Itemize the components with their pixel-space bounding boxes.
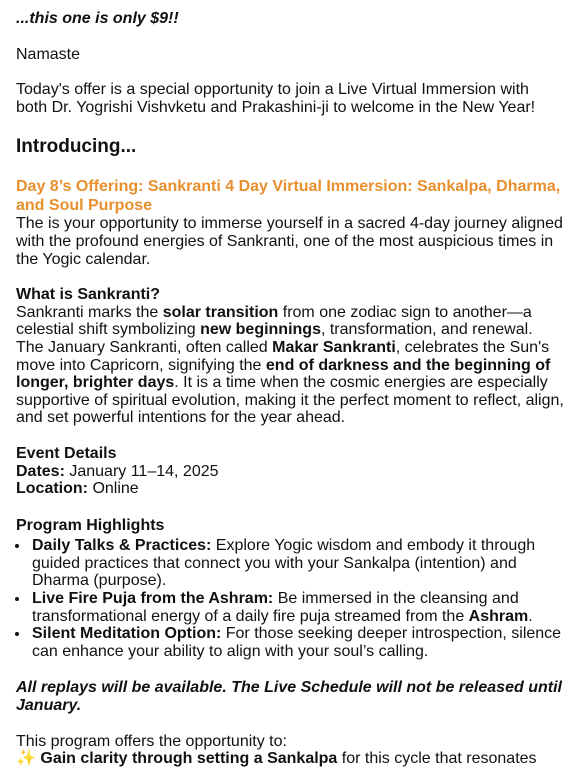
greeting: Namaste (16, 45, 81, 63)
highlight-text: Explore Yogic wisdom and embody it through guided practices that connect you with your Sankalpa (intention) and Dharma (purpose). (32, 537, 536, 590)
bold-run: new beginnings (200, 321, 321, 339)
offering-title: Day 8’s Offering: Sankranti 4 Day Virtual Immersion: Sankalpa, Dharma, and Soul Purpose (16, 178, 561, 215)
what-is-paragraph (16, 304, 564, 427)
sparkles-icon: ✨ (16, 750, 36, 768)
program-highlights-section (16, 517, 564, 661)
bold-run: solar transition (162, 303, 279, 321)
event-details-heading: Event Details (16, 444, 117, 462)
text-run: Sankranti marks the (16, 303, 163, 321)
benefit-bold: Gain clarity through setting a Sankalpa (40, 750, 338, 768)
list-item (30, 625, 564, 660)
highlight-label: Daily Talks & Practices: (32, 537, 212, 555)
highlight-label: Live Fire Puja from the Ashram: (32, 590, 274, 608)
benefit-item (16, 750, 564, 768)
bold-run: Makar Sankranti (272, 338, 396, 356)
bold-run: end of darkness and the beginning of longer, brighter days (16, 356, 551, 392)
location-label: Location: (16, 480, 88, 498)
highlight-text: For those seeking deeper introspection, silence can enhance your ability to align with your soul’s calling. (32, 625, 562, 660)
benefit-text: for this cycle that resonates (337, 750, 537, 768)
what-is-heading: What is Sankranti? (16, 286, 161, 304)
text-run: , celebrates the Sun's move into Capricorn, signifying the (16, 338, 550, 374)
event-location (16, 480, 564, 498)
offers-intro: This program offers the opportunity to: (16, 732, 287, 750)
offer-intro: Today's offer is a special opportunity to join a Live Virtual Immersion with both Dr. Yogrishi Vishvketu and Prakashini-ji to welcome in the New Year! (16, 81, 536, 116)
replays-note: All replays will be available. The Live Schedule will not be released until January. (16, 679, 562, 715)
highlights-list (16, 537, 564, 660)
text-run: from one zodiac sign to another—a celestial shift symbolizing (16, 303, 532, 339)
ashram-bold: Ashram (468, 607, 529, 625)
dates-value: January 11–14, 2025 (64, 462, 219, 480)
what-is-sankranti-section (16, 286, 564, 427)
event-details-section (16, 445, 564, 498)
highlight-label: Silent Meditation Option: (32, 625, 222, 643)
list-item (30, 537, 564, 590)
offering-description: The is your opportunity to immerse yourself in a sacred 4-day journey aligned with the profound energies of Sankranti, one of the most auspicious times in the Yogic calendar. (16, 215, 563, 268)
highlight-text: Be immersed in the cleansing and transformational energy of a daily fire puja streamed from the (32, 590, 519, 625)
location-value: Online (88, 480, 139, 498)
highlights-heading: Program Highlights (16, 516, 165, 534)
price-teaser: ...this one is only $9!! (16, 10, 179, 27)
text-run: . It is a time when the cosmic energies are especially supportive of spiritual evolution, making it the perfect moment to reflect, align, and set powerful intentions for the year ahead. (16, 374, 564, 427)
dates-label: Dates: (16, 462, 65, 480)
text-run: , transformation, and renewal. The January Sankranti, often called (16, 321, 533, 356)
list-item (30, 590, 564, 625)
introducing-heading: Introducing... (16, 136, 137, 158)
highlight-text-end: . (528, 607, 533, 625)
event-dates (16, 463, 564, 481)
